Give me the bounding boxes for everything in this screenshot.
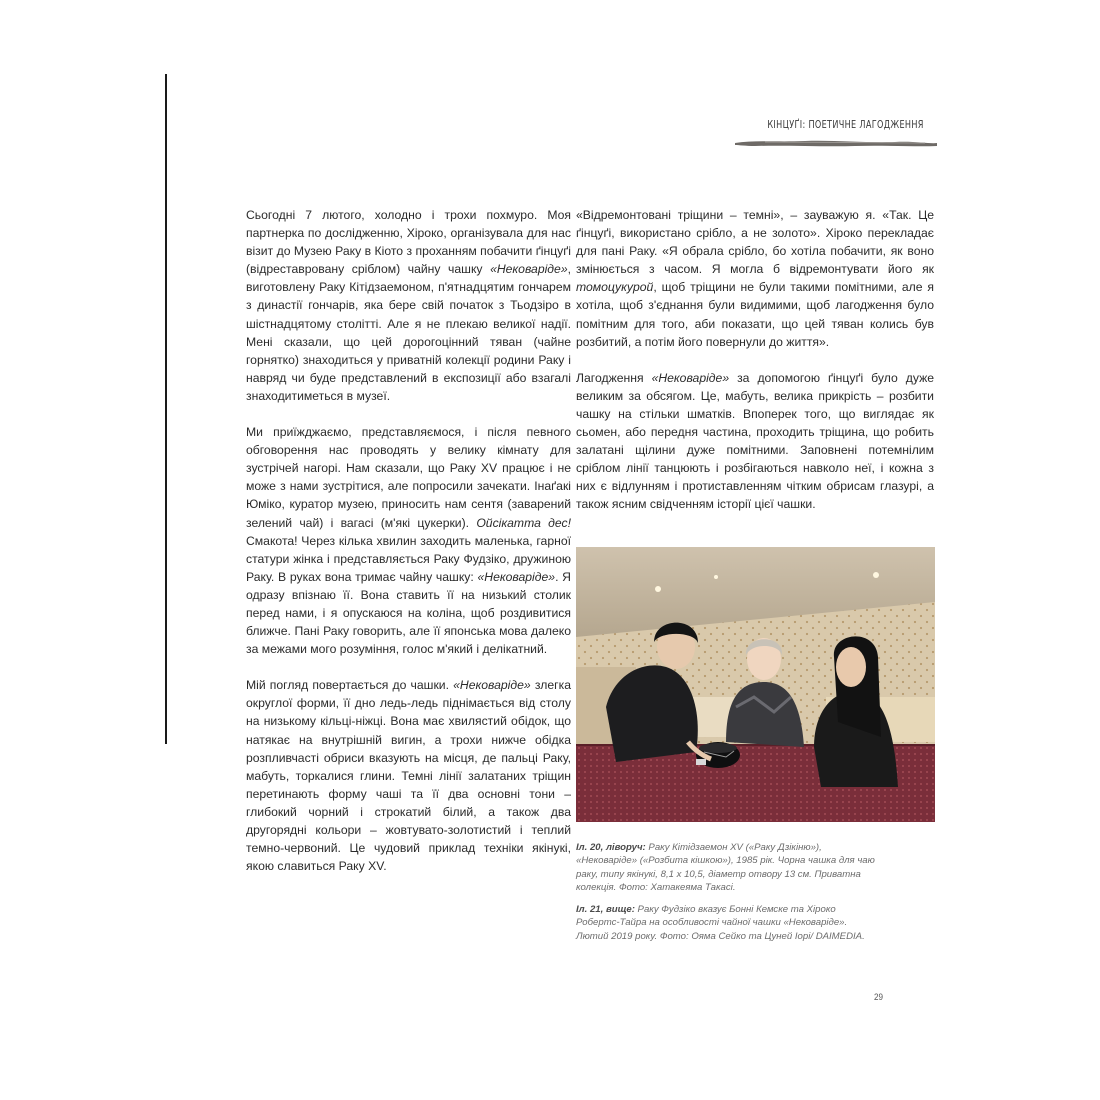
brush-stroke-decoration bbox=[735, 136, 937, 150]
text-run: «Відремонтовані тріщини – темні», – зауважую я. «Так. Це ґінцуґі, використано срібло, а не золото». Хіроко перекладає для пані Раку. «Я обрала срібло, бо хотіла побачити, як воно змінюється з часом. Я могла б відремонтувати його як bbox=[576, 208, 934, 277]
page-number: 29 bbox=[874, 992, 883, 1003]
text-run: Смакота! Через кілька хвилин заходить маленька, гарної статури жінка і представляється Раку Фудзіко, дружиною Раку. В руках вона тримає чайну чашку: bbox=[246, 533, 571, 584]
paragraph bbox=[246, 206, 571, 405]
paragraph bbox=[576, 369, 934, 514]
caption-text: Раку Фудзіко вказує Бонні Кемске та Хіроко Робертс-Тайра на особливості чайної чашки «Нековаріде». Лютий 2019 року. Фото: Ояма Сейко та Цуней Іорі/ DAIMEDIA. bbox=[576, 904, 865, 942]
caption-label: Іл. 21, вище: bbox=[576, 904, 635, 915]
text-run: Мій погляд повертається до чашки. bbox=[246, 678, 454, 693]
text-run: Ми приїжджаємо, представляємося, і після певного обговорення нас проводять у велику кімнату для зустрічей нагорі. Нам сказали, що Раку XV працює і не може з нами зустрітися, але попросили зачекати. Інаґакі Юміко, куратор музею, приносить нам сентя (заварений зелений чай) і вагасі (м'які цукерки). bbox=[246, 425, 571, 530]
text-run: . Я одразу впізнаю її. Вона ставить її на низький столик перед нами, і я опускаюся на коліна, щоб роздивитися ближче. Пані Раку говорить, але її японська мова далеко за межами мого розуміння, голос м'який і делікатний. bbox=[246, 569, 571, 657]
text-run: Лагодження bbox=[576, 370, 652, 385]
text-run: за допомогою ґінцуґі було дуже великим за обсягом. Це, мабуть, велика прикрість – розбити чашку на стільки шматків. Впоперек того, що виглядає як сьомен, або передня частина, проходить тріщина, що робить залатані щілини дуже помітними. Заповнені потемнілим сріблом лінії танцюють і розбігаються навколо неї, і кожна з них є відлунням і протиставленням чітким обрисам глазурі, а також ясним свідченням історії цієї чашки. bbox=[576, 370, 934, 512]
spine-rule bbox=[165, 74, 167, 744]
text-run: , виготовлену Раку Кітідзаемоном, п'ятнадцятим гончарем з династії гончарів, яка бере свій початок з Тьодзіро в шістнадцятому столітті. Але я не плекаю великої надії. Мені сказали, що цей дорогоцінний тяван (чайне горнятко) знаходиться у приватній колекції родини Раку і навряд чи буде представлений в експозиції або взагалі знаходитиметься в музеї. bbox=[246, 262, 571, 403]
italic-text: «Нековаріде» bbox=[651, 370, 730, 385]
paragraph bbox=[246, 423, 571, 658]
paragraph bbox=[246, 676, 571, 875]
italic-text: «Нековаріде» bbox=[490, 262, 568, 277]
right-text-column bbox=[576, 206, 934, 532]
running-head: КІНЦУҐІ: ПОЕТИЧНЕ ЛАГОДЖЕННЯ bbox=[767, 118, 924, 131]
paragraph bbox=[576, 206, 934, 351]
caption-label: Іл. 20, ліворуч: bbox=[576, 842, 646, 853]
italic-text: «Нековаріде» bbox=[453, 678, 531, 693]
text-run: , щоб тріщини не були такими помітними, але я хотіла, щоб з'єднання були видимими, щоб лагодження було помітним для того, аби показати, що цей тяван колись був розбитий, а потім його повернули до життя». bbox=[576, 280, 934, 349]
italic-text: Ойсікатта дес! bbox=[476, 515, 571, 530]
text-run: злегка округлої форми, її дно ледь-ледь піднімається від столу на низькому кільці-ніжці. Вона має хвилястий обідок, що натякає на внутрішній вигин, а трохи нижче обідка розпливчасті обриси вказують на місця, де пальці Раку, мабуть, торкалися глини. Темні лінії залатаних тріщин перетинають форму чаші та її два основні тони – глибокий чорний і строкатий білий, а також два другорядні кольори – жовтувато-золотистий і теплий темно-червоний. Це чудовий приклад техніки якінукі, якою славиться Раку XV. bbox=[246, 678, 571, 874]
caption-illustration-20 bbox=[576, 841, 876, 895]
left-text-column bbox=[246, 206, 571, 893]
italic-text: томоцукурой bbox=[576, 280, 654, 295]
caption-text: Раку Кітідзаемон XV («Раку Дзікіню»), «Нековаріде» («Розбита кішкою»), 1985 рік. Чорна чашка для чаю раку, типу якінукі, 8,1 х 10,5, діаметр отвору 13 см. Приватна колекція. Фото: Хатакеяма Такасі. bbox=[576, 842, 875, 894]
photo-illustration bbox=[576, 547, 935, 822]
caption-illustration-21 bbox=[576, 903, 876, 943]
photo-tea-bowl-meeting bbox=[576, 547, 935, 822]
italic-text: «Нековаріде» bbox=[477, 569, 556, 584]
text-run: Сьогодні 7 лютого, холодно і трохи похмуро. Моя партнерка по дослідженню, Хіроко, організувала для нас візит до Музею Раку в Кіото з проханням побачити ґінцуґі (відреставровану сріблом) чайну чашку bbox=[246, 208, 571, 277]
